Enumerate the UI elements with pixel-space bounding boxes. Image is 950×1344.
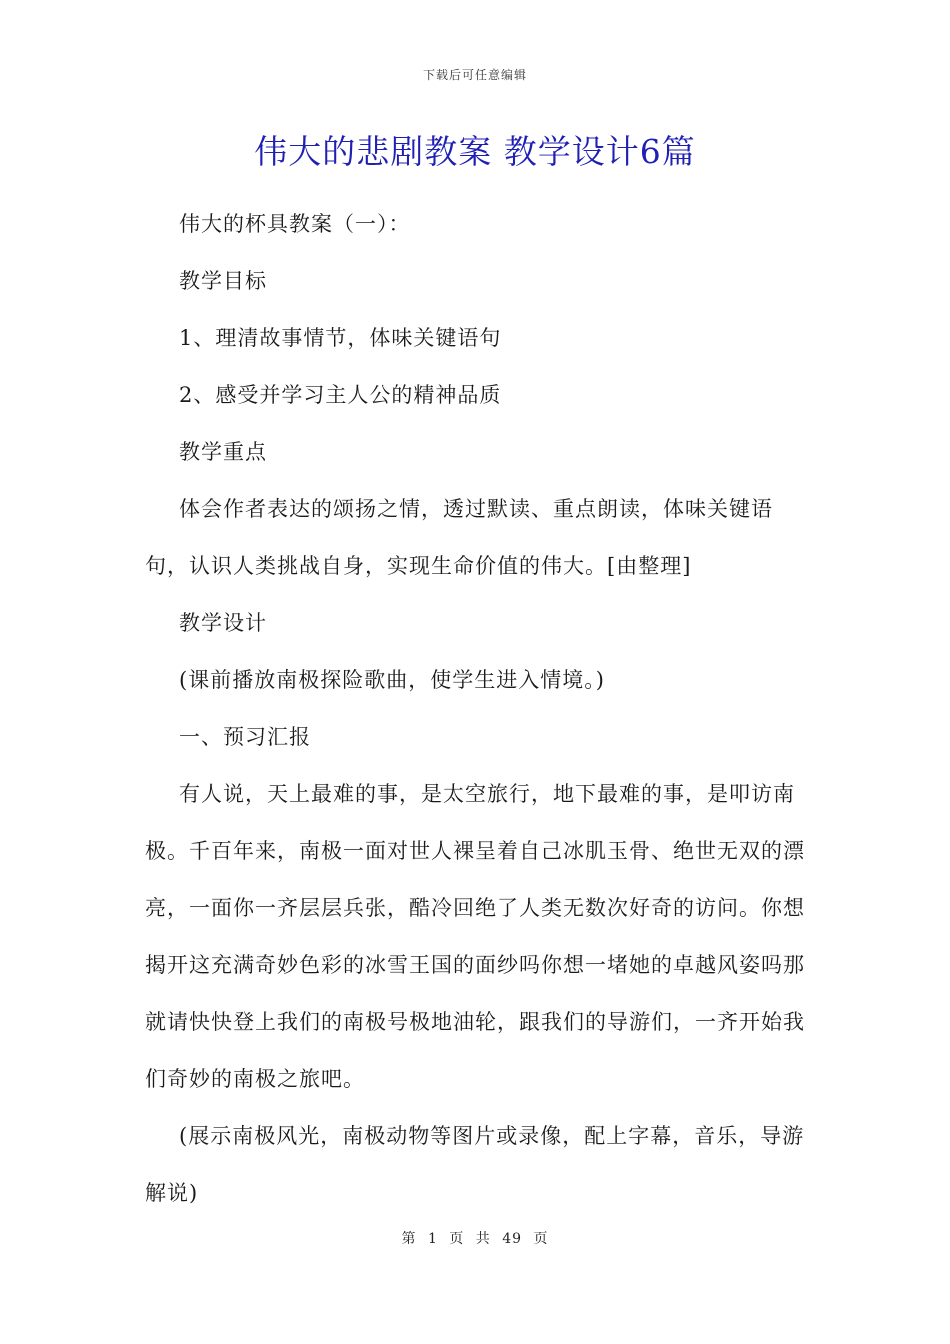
header-note: 下载后可任意编辑 [422, 68, 527, 82]
paragraph-goal-1: 1、理清故事情节，体味关键语句 [179, 326, 502, 350]
paragraph-key-points-heading: 教学重点 [179, 440, 267, 464]
paragraph-teaching-design-heading: 教学设计 [179, 611, 267, 635]
paragraph-key-points: 体会作者表达的颂扬之情，透过默读、重点朗读，体味关键语句，认识人类挑战自身，实现生命价值的伟大。[由整理] [145, 497, 773, 578]
page-footer: 第 1 页 共 49 页 [401, 1231, 549, 1247]
paragraph-antarctic-intro: 有人说，天上最难的事，是太空旅行，地下最难的事，是叩访南极。千百年来，南极一面对世人裸呈着自己冰肌玉骨、绝世无双的漂亮，一面你一齐层层兵张，酷冷回绝了人类无数次好奇的访问。你想揭开这充满奇妙色彩的冰雪王国的面纱吗你想一堵她的卓越风姿吗那就请快快登上我们的南极号极地油轮，跟我们的导游们，一齐开始我们奇妙的南极之旅吧。 [145, 782, 805, 1091]
paragraph-teaching-goals-heading: 教学目标 [179, 269, 267, 293]
paragraph-goal-2: 2、感受并学习主人公的精神品质 [179, 383, 502, 407]
paragraph-display-note: (展示南极风光，南极动物等图片或录像，配上字幕，音乐，导游解说) [145, 1124, 805, 1205]
paragraph-preview-report-heading: 一、预习汇报 [179, 725, 311, 749]
paragraph-lesson-heading: 伟大的杯具教案（一）： [179, 212, 411, 236]
document-title: 伟大的悲剧教案 教学设计6篇 [254, 132, 696, 171]
paragraph-pre-class-note: (课前播放南极探险歌曲，使学生进入情境。) [179, 668, 605, 692]
